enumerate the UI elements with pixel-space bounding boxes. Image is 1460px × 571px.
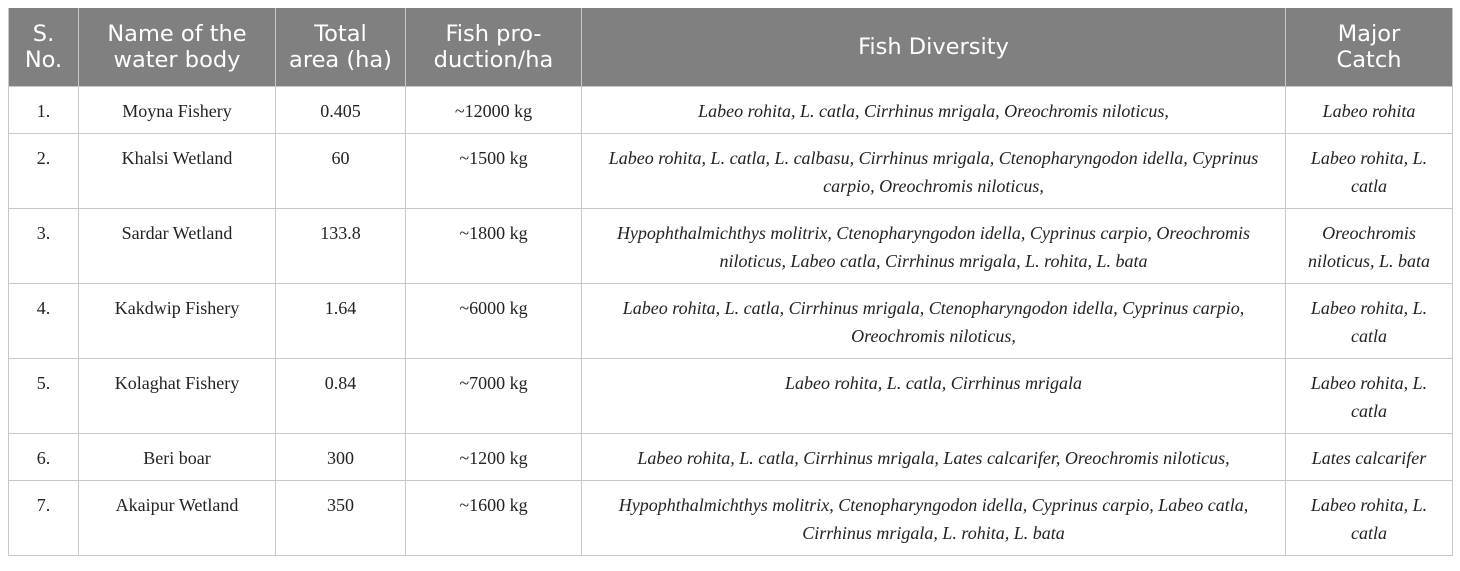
header-fish-diversity: Fish Diversity (582, 8, 1286, 87)
cell-fish-diversity: Labeo rohita, L. catla, Cirrhinus mrigala (582, 359, 1286, 434)
header-major-catch: Major Catch (1286, 8, 1453, 87)
cell-fish-production: ~1200 kg (406, 434, 582, 481)
header-fish-production: Fish pro- duction/ha (406, 8, 582, 87)
header-sno: S. No. (9, 8, 79, 87)
header-water-body-name: Name of the water body (79, 8, 276, 87)
cell-sno: 6. (9, 434, 79, 481)
cell-total-area: 60 (276, 134, 406, 209)
cell-fish-diversity: Hypophthalmichthys molitrix, Ctenopharyngodon idella, Cyprinus carpio, Labeo catla, Cirrhinus mrigala, L. rohita, L. bata (582, 481, 1286, 556)
header-row (9, 8, 1453, 87)
cell-major-catch: Lates calcarifer (1286, 434, 1453, 481)
cell-sno: 7. (9, 481, 79, 556)
cell-fish-diversity: Labeo rohita, L. catla, Cirrhinus mrigala, Oreochromis niloticus, (582, 87, 1286, 134)
cell-major-catch: Labeo rohita, L. catla (1286, 134, 1453, 209)
cell-sno: 3. (9, 209, 79, 284)
cell-fish-production: ~1500 kg (406, 134, 582, 209)
header-total-area: Total area (ha) (276, 8, 406, 87)
table-header (9, 8, 1453, 87)
cell-water-body-name: Sardar Wetland (79, 209, 276, 284)
cell-water-body-name: Kolaghat Fishery (79, 359, 276, 434)
table-row (9, 359, 1453, 434)
cell-sno: 5. (9, 359, 79, 434)
cell-fish-diversity: Labeo rohita, L. catla, Cirrhinus mrigala, Lates calcarifer, Oreochromis niloticus, (582, 434, 1286, 481)
cell-major-catch: Labeo rohita (1286, 87, 1453, 134)
table-row (9, 284, 1453, 359)
cell-major-catch: Labeo rohita, L. catla (1286, 359, 1453, 434)
cell-fish-production: ~12000 kg (406, 87, 582, 134)
fish-diversity-table (8, 8, 1453, 556)
cell-fish-production: ~1800 kg (406, 209, 582, 284)
table-row (9, 209, 1453, 284)
cell-major-catch: Labeo rohita, L. catla (1286, 284, 1453, 359)
table-row (9, 434, 1453, 481)
cell-fish-production: ~1600 kg (406, 481, 582, 556)
cell-fish-diversity: Hypophthalmichthys molitrix, Ctenopharyngodon idella, Cyprinus carpio, Oreochromis niloticus, Labeo catla, Cirrhinus mrigala, L. rohita, L. bata (582, 209, 1286, 284)
table-row (9, 481, 1453, 556)
cell-fish-production: ~7000 kg (406, 359, 582, 434)
cell-total-area: 0.84 (276, 359, 406, 434)
cell-sno: 2. (9, 134, 79, 209)
cell-fish-diversity: Labeo rohita, L. catla, L. calbasu, Cirrhinus mrigala, Ctenopharyngodon idella, Cyprinus carpio, Oreochromis niloticus, (582, 134, 1286, 209)
cell-total-area: 300 (276, 434, 406, 481)
cell-water-body-name: Khalsi Wetland (79, 134, 276, 209)
table-row (9, 87, 1453, 134)
cell-water-body-name: Moyna Fishery (79, 87, 276, 134)
cell-total-area: 0.405 (276, 87, 406, 134)
cell-major-catch: Labeo rohita, L. catla (1286, 481, 1453, 556)
cell-total-area: 1.64 (276, 284, 406, 359)
cell-sno: 1. (9, 87, 79, 134)
cell-water-body-name: Akaipur Wetland (79, 481, 276, 556)
cell-water-body-name: Kakdwip Fishery (79, 284, 276, 359)
table-body (9, 87, 1453, 556)
cell-water-body-name: Beri boar (79, 434, 276, 481)
cell-total-area: 133.8 (276, 209, 406, 284)
cell-fish-production: ~6000 kg (406, 284, 582, 359)
cell-sno: 4. (9, 284, 79, 359)
cell-major-catch: Oreochromis niloticus, L. bata (1286, 209, 1453, 284)
cell-total-area: 350 (276, 481, 406, 556)
table-row (9, 134, 1453, 209)
cell-fish-diversity: Labeo rohita, L. catla, Cirrhinus mrigala, Ctenopharyngodon idella, Cyprinus carpio, Oreochromis niloticus, (582, 284, 1286, 359)
